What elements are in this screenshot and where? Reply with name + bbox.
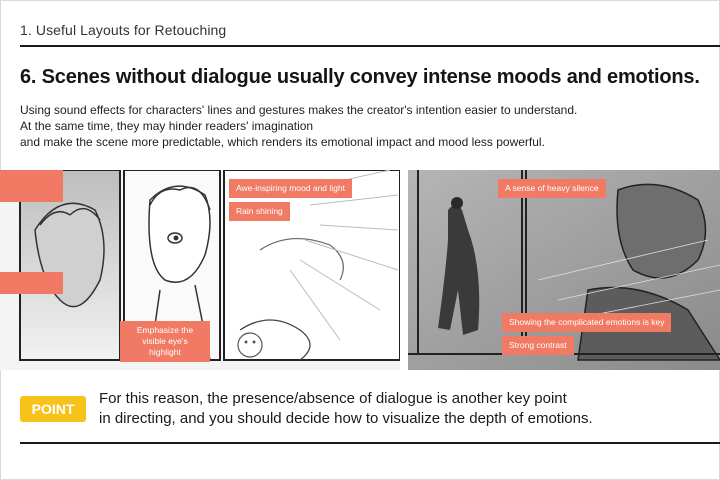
point-text [99, 389, 593, 429]
note-heavy-silence: A sense of heavy silence [498, 179, 606, 198]
comic-illustration-right [408, 170, 720, 370]
intro-line-2: At the same time, they may hinder readers' imagination [20, 119, 314, 133]
intro-line-1: Using sound effects for characters' lines and gestures makes the creator's intention easier to understand. [20, 103, 578, 117]
intro-line-3: and make the scene more predictable, which renders its emotional impact and mood less powerful. [20, 135, 545, 149]
point-badge: POINT [20, 396, 86, 422]
section-label: 1. Useful Layouts for Retouching [20, 22, 227, 38]
intro-paragraph [20, 102, 577, 150]
highlight-block-top [0, 170, 63, 202]
note-complicated-emotions: Showing the complicated emotions is key [502, 313, 671, 332]
note-eye-highlight: Emphasize the visible eye's highlight [120, 321, 210, 362]
top-divider [20, 45, 720, 47]
highlight-block-mid [0, 272, 63, 294]
note-awe-mood: Awe-inspiring mood and light [229, 179, 352, 198]
page-heading: 6. Scenes without dialogue usually convey intense moods and emotions. [20, 66, 700, 88]
point-line-2: in directing, and you should decide how to visualize the depth of emotions. [99, 410, 593, 427]
point-line-1: For this reason, the presence/absence of dialogue is another key point [99, 390, 567, 407]
comic-illustration-left [0, 170, 400, 370]
bottom-divider [20, 442, 720, 444]
note-strong-contrast: Strong contrast [502, 336, 574, 355]
note-rain-shining: Rain shining [229, 202, 290, 221]
